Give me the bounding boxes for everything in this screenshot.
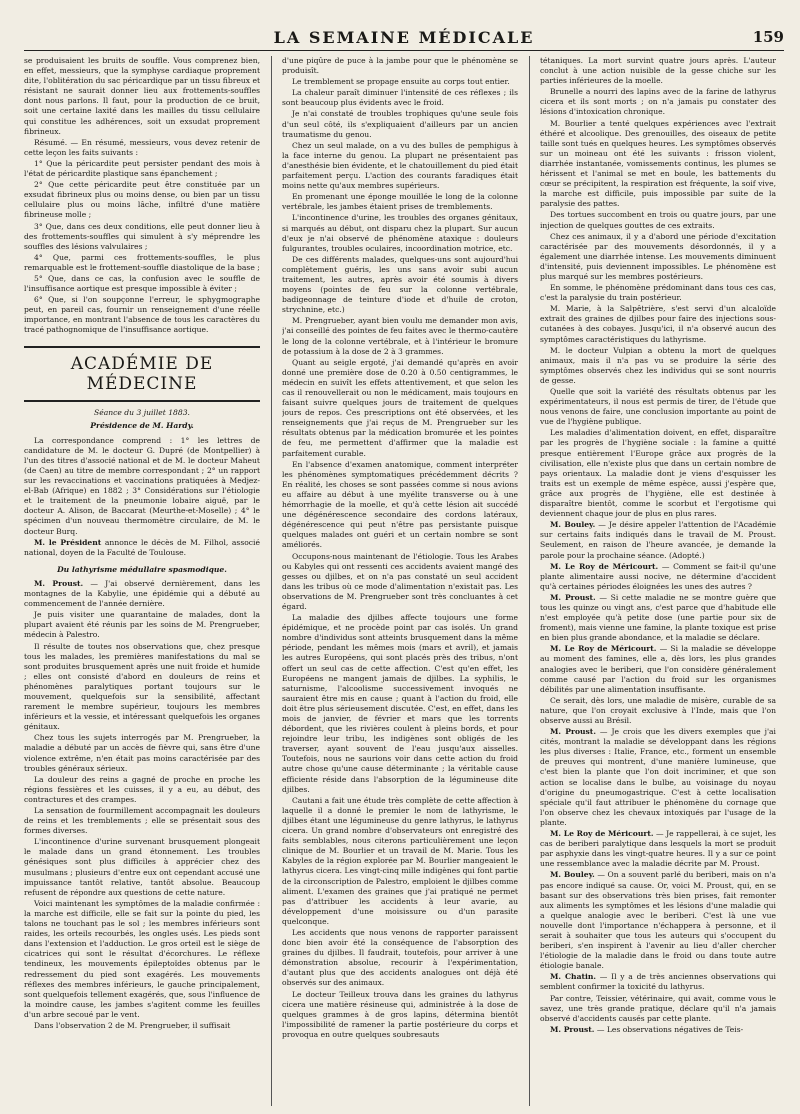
article-columns [24, 56, 784, 1106]
paragraph [540, 1025, 776, 1035]
paragraph: L'incontinence d'urine survenant brusquement plongeait le malade dans un grand étonnement. Les troubles génésiques sont plus difficiles à apprécier chez des musulmans ; plusieurs d'entre eux ont cependant accusé une impuissance tantôt relative, tantôt absolue. Beaucoup refusent de répondre aux questions de cette nature. [24, 837, 260, 897]
page-number: 159 [752, 28, 784, 46]
paragraph: Voici maintenant les symptômes de la maladie confirmée : la marche est difficile, elle se fait sur la pointe du pied, les talons ne touchant pas le sol ; les membres inférieurs sont raides, les orteils recourbés, les ongles usés. Les pieds sont dans l'extension et l'adduction. Le gros orteil est le siège de cicatrices qui sont le résultat d'écorchures. Le réflexe tendineux, les mouvements épileptoïdes obtenus par le redressement du pied sont exagérés. Les mouvements réflexes des membres inférieurs, le gauche principalement, sont quelquefois tellement exagérés, que, sous l'influence de la moindre cause, les jambes s'agitent comme les feuilles d'un arbre secoué par le vent. [24, 898, 260, 1019]
paragraph: Chez tous les sujets interrogés par M. Prengrueber, la maladie a débuté par un accès de fièvre qui, sans être d'une violence extrême, n'en était pas moins caractérisée par des troubles généraux sérieux. [24, 733, 260, 773]
paragraph: En l'absence d'examen anatomique, comment interpréter les phénomènes symptomatiques précédemment décrits ? En réalité, les choses se sont passées comme si nous avions eu affaire au début à une myélite transverse ou à une hémorrhagie de la moelle, et qu'à cette lésion ait succédé une dégénérescence secondaire des cordons latéraux, dégénérescence qui peut n'être pas persistante puisque quelques malades ont guéri et un certain nombre se sont améliorés. [282, 459, 518, 550]
paragraph: La maladie des djilbes affecte toujours une forme épidémique, et ne procède point par cas isolés. Un grand nombre d'individus sont atteints brusquement dans la même période, pendant les mêmes mois (mars et avril), et jamais les autres Européens, qui sont placés près des tribus, n'ont offert un seul cas de cette affection. C'est qu'en effet, les Européens ne mangent jamais de djilbes. La syphilis, le saturnisme, l'alcoolisme successivement invoqués ne sauraient être mis en cause ; quant à l'action du froid, elle doit être plus sérieusement discutée. C'est, en effet, dans les mois de janvier, de février et mars que les torrents débordent, que les rivières coulent à pleins bords, et pour rejoindre leur tribu, les indigènes sont obligés de les traverser, ayant souvent de l'eau jusqu'aux aisselles. Toutefois, nous ne saurions voir dans cette action du froid autre chose qu'une cause déterminante ; la véritable cause efficiente réside dans l'absorption de la légumineuse dite djilbes. [282, 613, 518, 794]
paragraph: Cautani a fait une étude très complète de cette affection à laquelle il a donné le premier le nom de lathyrisme, le djilbes étant une légumineuse du genre lathyrus, le lathyrus cicera. Un grand nombre d'observateurs ont enregistré des faits semblables, nous citerons particulièrement une leçon clinique de M. Bourlier et un travail de M. Marie. Tous les Kabyles de la région explorée par M. Bourlier mangeaient le lathyrus cicera. Les vingt-cinq mille indigènes qui font partie de la circonscription de Palestro, emploient le djilbes comme aliment. L'examen des graines que j'ai pratiqué ne permet pas d'attribuer les accidents à leur avarie, au développement d'une moisissure ou d'un parasite quelconque. [282, 795, 518, 926]
paragraph: M. Bourlier a tenté quelques expériences avec l'extrait éthéré et alcoolique. Des grenouilles, des oiseaux de petite taille sont tués en quelques heures. Les symptômes observés sur un moineau ont été les suivants : frisson violent, diarrhée instantanée, vomissements continus, les plumes se hérissent et l'animal se met en boule, les battements du cœur se précipitent, la respiration est fréquente, la soif vive, la marche est difficile, puis impossible par suite de la paralysie des pattes. [540, 118, 776, 209]
paragraph: Je puis visiter une quarantaine de malades, dont la plupart avaient été réunis par les soins de M. Prengrueber, médecin à Palestro. [24, 610, 260, 640]
speech-text: annonce le décès de M. Filhol, associé national, doyen de la Faculté de Toulouse. [24, 537, 260, 557]
paragraph: Ce serait, dès lors, une maladie de misère, curable de sa nature, que l'on croyait exclusive à l'Inde, mais que l'on observe aussi au Brésil. [540, 695, 776, 725]
paragraph [540, 644, 776, 694]
speaker-name: M. le Président [34, 537, 102, 547]
section-heading: ACADÉMIE DE MÉDECINE [24, 346, 260, 402]
paragraph: 1° Que la péricardite peut persister pendant des mois à l'état de péricardite plastique sans épanchement ; [24, 158, 260, 179]
paragraph: d'une piqûre de puce à la jambe pour que le phénomène se produisît. [282, 56, 518, 76]
paragraph: Quant au seigle ergoté, j'ai demandé qu'après en avoir donné une première dose de 0.20 à 0.50 centigrammes, le médecin en suivît les effets attentivement, et que selon les cas il renouvellerait ou non le médicament, mais toujours en faisant suivre quelques jours de traitement de quelques jours de repos. Ces prescriptions ont été observées, et les renseignements que j'ai reçus de M. Prengrueber sur les résultats obtenus par la médication bromurée et les pointes de feu, me permettent d'affirmer que la maladie est parfaitement curable. [282, 357, 518, 458]
speaker-name: M. Proust. [550, 1024, 595, 1034]
paragraph: M. Marie, à la Salpêtrière, s'est servi d'un alcaloïde extrait des graines de djilbes pour faire des injections sous-cutanées à des cobayes. Jusqu'ici, il n'a observé aucun des symptômes caractéristiques du lathyrisme. [540, 304, 776, 344]
paragraph: 4° Que, parmi ces frottements-souffles, le plus remarquable est le frottement-souffle diastolique de la base ; [24, 252, 260, 272]
paragraph: Je n'ai constaté de troubles trophiques qu'une seule fois d'un seul côté, ils s'expliquaient d'ailleurs par un ancien traumatisme du genou. [282, 109, 518, 139]
speaker-name: M. Chatin. [550, 972, 597, 982]
paragraph: En somme, le phénomène prédominant dans tous ces cas, c'est la paralysie du train postérieur. [540, 283, 776, 303]
paragraph: Le tremblement se propage ensuite au corps tout entier. [292, 77, 510, 87]
speaker-name: M. Le Roy de Méricourt. [550, 561, 659, 571]
paragraph: Des tortues succombent en trois ou quatre jours, par une injection de quelques gouttes de ces extraits. [540, 210, 776, 230]
speech-text: — Les observations négatives de Teis- [594, 1024, 744, 1034]
column-divider [529, 56, 530, 1106]
speaker-name: M. Proust. [550, 592, 596, 602]
speaker-name: M. Le Roy de Méricourt. [550, 644, 657, 654]
paragraph [540, 972, 776, 992]
paragraph: Résumé. — En résumé, messieurs, vous devez retenir de cette leçon les faits suivants : [24, 137, 260, 157]
speech-text: — On a souvent parlé du beriberi, mais on n'a pas encore indiqué sa cause. Or, voici M. Proust, qui, en se basant sur des observations très bien prises, fait remonter aux aliments les symptômes et les lésions d'une maladie qui a quelque analogie avec le beriberi. C'est là une vue nouvelle dont l'importance n'échappera à personne, et il serait à souhaiter que tous les auteurs qui s'occupent du beriberi, s'en inspirent à l'avenir au lieu d'aller chercher l'étiologie de la maladie dans le froid ou dans toute autre étiologie banale. [540, 870, 776, 971]
speaker-name: M. Bouley. [550, 520, 596, 530]
presidency-line: Présidence de M. Hardy. [90, 420, 194, 430]
paragraph: tétaniques. La mort survint quatre jours après. L'auteur conclut à une action nuisible de la gesse chiche sur les parties inférieures de la moelle. [540, 56, 776, 86]
paragraph [540, 870, 776, 971]
paragraph [24, 579, 260, 609]
column-1 [24, 56, 260, 1106]
paragraph [540, 562, 776, 592]
paragraph: La correspondance comprend : 1° les lettres de candidature de M. le docteur G. Dupré (de Montpellier) à l'un des titres d'associé national et de M. le docteur Maheut (de Caen) au titre de membre correspondant ; 2° un rapport sur les revaccinations et vaccinations pratiquées à Medjez-el-Bab (Afrique) en 1882 ; 3° Considérations sur l'étiologie et le traitement de la pneumonie lobaire aiguë, par le docteur A. Alison, de Baccarat (Meurthe-et-Moselle) ; 4° le spécimen d'un nouveau thermomètre circulaire, de M. le docteur Burq. [24, 435, 260, 536]
speech-text: — J'ai observé dernièrement, dans les montagnes de la Kabylie, une épidémie qui a débuté au commencement de l'année dernière. [24, 578, 260, 609]
paragraph [540, 727, 776, 828]
speaker-name: M. Proust. [550, 727, 596, 737]
paragraph: Les maladies d'alimentation doivent, en effet, disparaître par les progrès de l'hygiène sociale : la famine a quitté presque entièrement l'Europe grâce aux progrès de la civilisation, elle n'existe plus que dans un certain nombre de pays orientaux. La maladie dont je viens d'esquisser les traits est un exemple de même espèce, aussi j'espère que, grâce aux progrès de l'hygiène, elle est destinée à disparaître bientôt, comme le scorbut et l'ergotisme qui deviennent chaque jour de plus en plus rares. [540, 428, 776, 519]
paragraph: En promenant une éponge mouillée le long de la colonne vertébrale, les jambes étaient prises de tremblements. [282, 192, 518, 212]
paragraph: La chaleur paraît diminuer l'intensité de ces réflexes ; ils sont beaucoup plus évidents avec le froid. [282, 88, 518, 108]
paragraph [540, 593, 776, 643]
paragraph: se produisaient les bruits de souffle. Vous comprenez bien, en effet, messieurs, que la symphyse cardiaque proprement dite, l'oblitération du sac péricardique par un tissu fibreux et résistant ne saurait donner lieu aux frottements-souffles dont nous parlons. Il faut, pour la production de ce bruit, soit une certaine laxité dans les mailles du tissu cellulaire qui constitue les adhérences, soit un exsudat proprement fibrineux. [24, 56, 260, 136]
paragraph: L'incontinence d'urine, les troubles des organes génitaux, si marqués au début, ont disparu chez la plupart. Sur aucun d'eux je n'ai observé de phénomène ataxique : douleurs fulgurantes, troubles oculaires, incoordination motrice, etc. [282, 213, 518, 253]
column-2 [282, 56, 518, 1106]
paragraph: 6° Que, si l'on soupçonne l'erreur, le sphygmographe peut, en pareil cas, fournir un renseignement d'une réelle importance, en montrant l'absence de tous les caractères du tracé pathognomique de l'insuffisance aortique. [24, 295, 260, 335]
page-header [24, 24, 784, 51]
subsection-heading: Du lathyrisme médullaire spasmodique. [57, 564, 227, 574]
paragraph: Le docteur Teilleux trouva dans les graines du lathyrus cicera une matière résineuse qui, administrée à la dose de quelques grammes à de gros lapins, détermina bientôt l'impossibilité de ramener la partie postérieure du corps et provoqua en outre quelques soubresauts [282, 989, 518, 1039]
column-3 [540, 56, 776, 1106]
paragraph: M. le docteur Vulpian a obtenu la mort de quelques animaux, mais il n'a pas vu se produire la série des symptômes observés chez les individus qui se sont nourris de gesse. [540, 345, 776, 385]
paragraph: La douleur des reins a gagné de proche en proche les régions fessières et les cuisses, il y a eu, au début, des contractures et des crampes. [24, 774, 260, 804]
paragraph: 3° Que, dans ces deux conditions, elle peut donner lieu à des frottements-souffles qui simulent à s'y méprendre les souffles des lésions valvulaires ; [24, 221, 260, 251]
speech-text: — Je crois que les divers exemples que j'ai cités, montrant la maladie se développant dans les régions les plus diverses : Italie, France, etc., forment un ensemble de preuves qui montrent, d'une manière lumineuse, que c'est bien la plante que l'on doit incriminer, et que son action se localise dans le bulbe, au voisinage du noyau d'origine du pneumogastrique. C'est à cette localisation spéciale qu'il faut attribuer le phénomène du cornage que l'on observe chez les chevaux intoxiqués par l'usage de la plante. [540, 727, 776, 827]
paragraph: Chez ces animaux, il y a d'abord une période d'excitation caractérisée par des mouvements désordonnés, il y a également une diarrhée intense. Les mouvements diminuent d'intensité, puis deviennent impossibles. Le phénomène est plus marqué sur les membres postérieurs. [540, 231, 776, 281]
speech-text: — Il y a de très anciennes observations qui semblent confirmer la toxicité du lathyrus. [540, 972, 776, 992]
paragraph: Par contre, Teissier, vétérinaire, qui avait, comme vous le savez, une très grande pratique, déclare qu'il n'a jamais observé d'accidents causés par cette plante. [540, 993, 776, 1023]
speech-text: — Je rappellerai, à ce sujet, les cas de beriberi paralytique dans lesquels la mort se produit par asphyxie dans les vingt-quatre heures. Il y a sur ce point une ressemblance avec la maladie décrite par M. Proust. [540, 829, 776, 869]
journal-title: LA SEMAINE MÉDICALE [273, 28, 535, 47]
paragraph [540, 520, 776, 560]
paragraph: 5° Que, dans ce cas, la confusion avec le souffle de l'insuffisance aortique est presque impossible à éviter ; [24, 273, 260, 294]
paragraph: Occupons-nous maintenant de l'étiologie. Tous les Arabes ou Kabyles qui ont ressenti ces accidents avaient mangé des gesses ou djilbes, et on n'a pas constaté un seul accident dans les tribus où ce mode d'alimentation n'existait pas. Les observations de M. Prengrueber sont très concluantes à cet égard. [282, 551, 518, 611]
paragraph [24, 538, 260, 558]
paragraph: Quelle que soit la variété des résultats obtenus par les expérimentateurs, il nous est permis de tirer, de l'étude que nous venons de faire, une conclusion importante au point de vue de l'hygiène publique. [540, 387, 776, 427]
paragraph: 2° Que cette péricardite peut être constituée par un exsudat fibrineux plus ou moins dense, ou bien par un tissu cellulaire plus ou moins lâche, infiltré d'une matière fibrineuse molle ; [24, 180, 260, 220]
speech-text: — Comment se fait-il qu'une plante alimentaire aussi nocive, ne détermine d'accident qu'à certaines périodes éloignées les unes des autres ? [540, 561, 776, 591]
paragraph: La sensation de fourmillement accompagnait les douleurs de reins et les tremblements ; elle se présentait sous des formes diverses. [24, 806, 260, 836]
paragraph: Il résulte de toutes nos observations que, chez presque tous les malades, les premières manifestations du mal se sont produites brusquement après une nuit froide et humide ; elles ont consisté d'abord en douleurs de reins et phénomènes paralytiques portant toujours sur le mouvement, quelquefois sur la sensibilité, affectant rarement le membre supérieur, toujours les membres inférieurs et la vessie, et intéressant quelquefois les organes génitaux. [24, 641, 260, 732]
session-date: Séance du 3 juillet 1883. [94, 407, 190, 417]
speech-text: — Si la maladie se développe au moment des famines, elle a, dès lors, les plus grandes analogies avec le beriberi, que l'on considère généralement comme causé par l'action du froid sur les organismes débilités par une alimentation insuffisante. [540, 644, 776, 694]
speaker-name: M. Le Roy de Méricourt. [550, 829, 654, 839]
speech-text: — Si cette maladie ne se montre guère que tous les quinze ou vingt ans, c'est parce que d'habitude elle n'est employée qu'à petite dose (une partie pour six de froment), mais vienne une famine, la plante toxique est prise en bien plus grande abondance, et la maladie se déclare. [540, 592, 776, 643]
paragraph: M. Prengrueber, ayant bien voulu me demander mon avis, j'ai conseillé des pointes de feu faites avec le thermo-cautère le long de la colonne vertébrale, et à l'intérieur le bromure de potassium à la dose de 2 à 3 grammes. [282, 316, 518, 356]
column-divider [271, 56, 272, 1106]
paragraph: De ces différents malades, quelques-uns sont aujourd'hui complètement guéris, les uns sans avoir subi aucun traitement, les autres, après avoir été soumis à divers moyens (pointes de feu sur la colonne vertébrale, badigeonnage de teinture d'iode et d'huile de croton, strychnine, etc.) [282, 254, 518, 315]
speaker-name: M. Proust. [34, 578, 84, 588]
paragraph: Les accidents que nous venons de rapporter paraissent donc bien avoir été la conséquence de l'absorption des graines du djilbes. Il faudrait, toutefois, pour arriver à une démonstration absolue, recourir à l'expérimentation, d'autant plus que des accidents analogues ont déjà été observés sur des animaux. [282, 927, 518, 988]
paragraph: Dans l'observation 2 de M. Prengrueber, il suffisait [34, 1020, 231, 1030]
paragraph [540, 829, 776, 869]
paragraph: Brunelle a nourri des lapins avec de la farine de lathyrus cicera et ils sont morts ; on n'a jamais pu constater des lésions d'intoxication chronique. [540, 87, 776, 117]
speaker-name: M. Bouley. [550, 870, 595, 880]
speech-text: — Je désire appeler l'attention de l'Académie sur certains faits indiqués dans le travail de M. Proust. Seulement, en raison de l'heure avancée, je demande la parole pour la prochaine séance. (Adopté.) [540, 520, 776, 560]
paragraph: Chez un seul malade, on a vu des bulles de pemphigus à la face interne du genou. La plupart ne présentaient pas d'anesthésie bien évidente, et le chatouillement du pied était parfaitement perçu. L'action des courants faradiques était moins nette qu'aux membres supérieurs. [282, 140, 518, 191]
